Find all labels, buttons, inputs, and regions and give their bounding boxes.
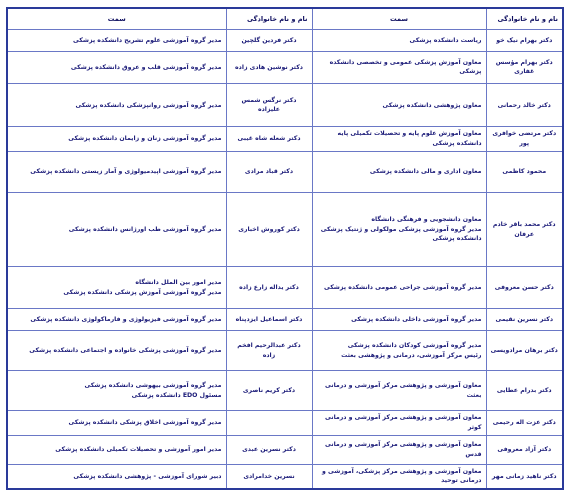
position-1: معاون آموزشی و پژوهشی مرکز پزشکی، آموزشی و درمانی توحید [312, 464, 486, 489]
position-2: مدیر گروه آموزشی فیزیولوژی و فارماکولوژی دانشکده پزشکی [7, 308, 226, 331]
person-name-1: دکتر مرتضی خوافری پور [486, 127, 563, 151]
person-name-2: دکتر عبدالرحیم افخم زاده [226, 331, 312, 371]
position-1: معاون آموزش علوم پایه و تحصیلات تکمیلی پایه دانشکده پزشکی [312, 127, 486, 151]
position-1: معاون پژوهشی دانشکده پزشکی [312, 84, 486, 127]
position-1: معاون دانشجویی و فرهنگی دانشگاه مدیر گروه آموزشی پزشکی مولکولی و ژنتیک پزشکی دانشکده پزشکی [312, 192, 486, 267]
person-name-2: نسرین خدامرادی [226, 464, 312, 489]
table-row [7, 308, 563, 331]
position-1: معاون آموزش پزشکی عمومی و تخصصی دانشکده پزشکی [312, 51, 486, 83]
person-name-2: دکتر شعله شاه غیبی [226, 127, 312, 151]
position-1: مدیر گروه آموزشی جراحی عمومی دانشکده پزشکی [312, 267, 486, 308]
header-post-1: سمت [312, 8, 486, 30]
person-name-1: دکتر برهان مرادویسی [486, 331, 563, 371]
table-header-row [7, 8, 563, 30]
person-name-1: دکتر محمد باقر خادم عرفان [486, 192, 563, 267]
table-row [7, 371, 563, 411]
position-1: مدیر گروه آموزشی داخلی دانشکده پزشکی [312, 308, 486, 331]
staff-table [6, 7, 564, 490]
person-name-1: دکتر نسرین نقیمی [486, 308, 563, 331]
person-name-1: محمود کاظمی [486, 151, 563, 192]
table-row [7, 51, 563, 83]
person-name-1: دکتر خالد رحمانی [486, 84, 563, 127]
header-name-1: نام و نام خانوادگی [486, 8, 563, 30]
position-2: مدیر گروه آموزشی اخلاق پزشکی دانشکده پزشکی [7, 411, 226, 435]
table-row [7, 435, 563, 464]
position-2: دبیر شورای آموزشی - پژوهشی دانشکده پزشکی [7, 464, 226, 489]
position-2: مدیر گروه آموزشی قلب و عروق دانشکده پزشکی [7, 51, 226, 83]
position-1: معاون آموزشی و پژوهشی مرکز آموزشی و درمانی بعثت [312, 371, 486, 411]
person-name-1: دکتر آزاد معروفی [486, 435, 563, 464]
table-row [7, 192, 563, 267]
person-name-1: دکتر ناهید زمانی مهر [486, 464, 563, 489]
header-post-2: سمت [7, 8, 226, 30]
position-2: مدیر گروه آموزشی روانپزشکی دانشکده پزشکی [7, 84, 226, 127]
table-row [7, 84, 563, 127]
table-row [7, 151, 563, 192]
person-name-1: دکتر حسن معروفی [486, 267, 563, 308]
table-body [7, 30, 563, 490]
position-2: مدیر گروه آموزشی طب اورژانس دانشکده پزشکی [7, 192, 226, 267]
table-row [7, 411, 563, 435]
position-2: مدیر گروه آموزشی علوم تشریح دانشکده پزشکی [7, 30, 226, 52]
position-2: مدیر امور آموزشی و تحصیلات تکمیلی دانشکده پزشکی [7, 435, 226, 464]
header-name-2: نام و نام خانوادگی [226, 8, 312, 30]
position-1: مدیر گروه آموزشی کودکان دانشکده پزشکی رئیس مرکز آموزشی، درمانی و پژوهشی بعثت [312, 331, 486, 371]
person-name-1: دکتر بهرام نیک خو [486, 30, 563, 52]
person-name-2 [226, 411, 312, 435]
position-1: معاون آموزشی و پژوهشی مرکز آموزشی و درمانی قدس [312, 435, 486, 464]
person-name-2: دکتر کریم ناصری [226, 371, 312, 411]
person-name-2: دکتر قباد مرادی [226, 151, 312, 192]
person-name-2: دکتر نسرین عبدی [226, 435, 312, 464]
person-name-2: دکتر نوشین هادی زاده [226, 51, 312, 83]
person-name-2: دکتر اسماعیل ایزدپناه [226, 308, 312, 331]
table-row [7, 127, 563, 151]
person-name-1: دکتر عزت اله رحیمی [486, 411, 563, 435]
position-2: مدیر گروه آموزشی اپیدمیولوژی و آمار زیستی دانشکده پزشکی [7, 151, 226, 192]
person-name-2: دکتر یداله زارع زاده [226, 267, 312, 308]
position-2: مدیر گروه آموزشی بیهوشی دانشکده پزشکی مسئول EDO دانشکده پزشکی [7, 371, 226, 411]
table-row [7, 331, 563, 371]
table-row [7, 30, 563, 52]
person-name-2: دکتر نرگس شمس علیزاده [226, 84, 312, 127]
table-row [7, 464, 563, 489]
person-name-1: دکتر بهرام مؤسس غفاری [486, 51, 563, 83]
person-name-2: دکتر کوروش اخباری [226, 192, 312, 267]
position-1: معاون اداری و مالی دانشکده پزشکی [312, 151, 486, 192]
person-name-1: دکتر بدرام عطایی [486, 371, 563, 411]
table-row [7, 267, 563, 308]
position-2: مدیر امور بین الملل دانشگاه مدیر گروه آموزشی آموزش پزشکی دانشکده پزشکی [7, 267, 226, 308]
person-name-2: دکتر فردین گلچین [226, 30, 312, 52]
position-1: ریاست دانشکده پزشکی [312, 30, 486, 52]
position-2: مدیر گروه آموزشی پزشکی خانواده و اجتماعی دانشکده پزشکی [7, 331, 226, 371]
position-2: مدیر گروه آموزشی زنان و زایمان دانشکده پزشکی [7, 127, 226, 151]
position-1: معاون آموزشی و پژوهشی مرکز آموزشی و درمانی کوثر [312, 411, 486, 435]
